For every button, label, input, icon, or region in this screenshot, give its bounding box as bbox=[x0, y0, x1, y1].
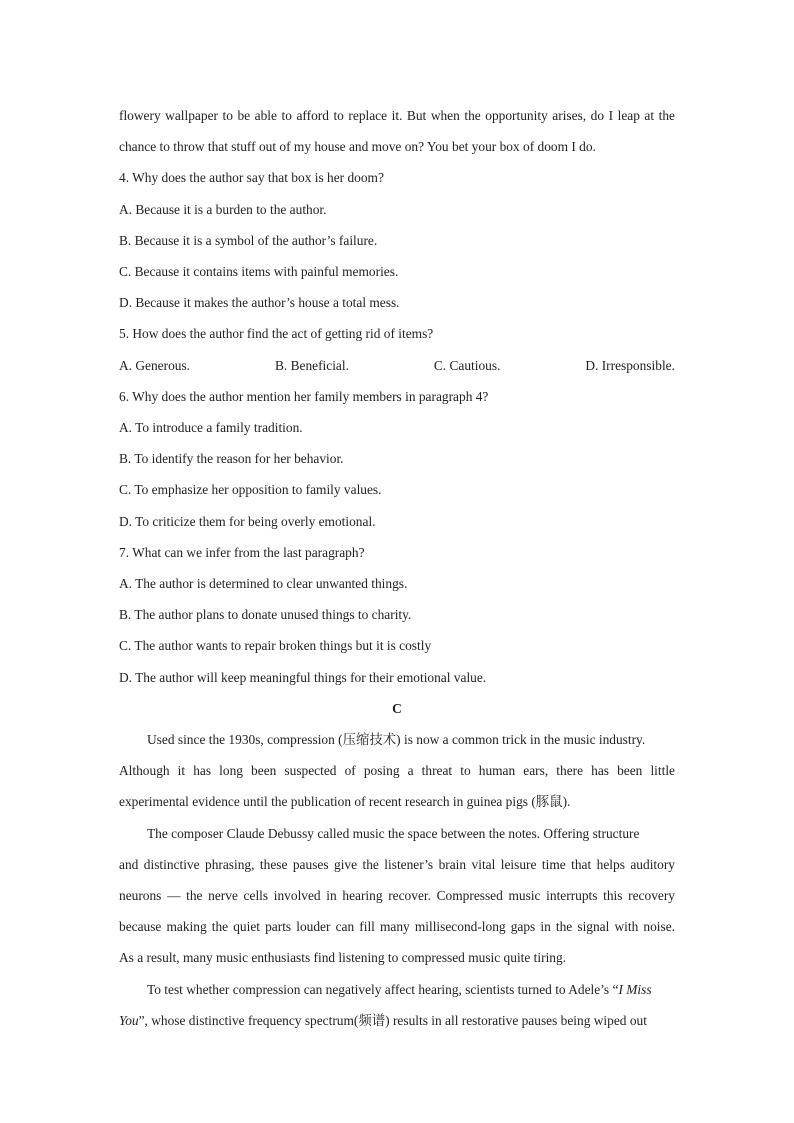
passage-p2-line-2: and distinctive phrasing, these pauses give the listener’s brain vital leisure time that helps auditory bbox=[119, 856, 675, 872]
question-4-stem: 4. Why does the author say that box is her doom? bbox=[119, 170, 384, 186]
passage-p1-line-1: Used since the 1930s, compression (压缩技术) is now a common trick in the music industry. bbox=[147, 732, 646, 748]
question-5-option-d: D. Irresponsible. bbox=[585, 357, 675, 373]
carryover-line-1: flowery wallpaper to be able to afford to replace it. But when the opportunity arises, do I leap at the bbox=[119, 108, 675, 123]
question-5-option-a: A. Generous. bbox=[119, 357, 191, 373]
passage-p3-line-1-text: To test whether compression can negatively affect hearing, scientists turned to Adele’s “ bbox=[147, 981, 619, 997]
question-6-option-b: B. To identify the reason for her behavior. bbox=[119, 451, 344, 467]
passage-p3-line-1 bbox=[119, 974, 675, 1005]
passage-p3-line-2-text: ”, whose distinctive frequency spectrum(频谱) results in all restorative pauses being wiped out bbox=[138, 1012, 647, 1028]
question-6-option-d: D. To criticize them for being overly emotional. bbox=[119, 513, 376, 529]
question-7-option-a: A. The author is determined to clear unwanted things. bbox=[119, 576, 408, 592]
question-4-option-d: D. Because it makes the author’s house a total mess. bbox=[119, 295, 400, 311]
passage-p2-line-1: The composer Claude Debussy called music the space between the notes. Offering structure bbox=[147, 825, 640, 841]
question-7-option-d: D. The author will keep meaningful things for their emotional value. bbox=[119, 669, 487, 685]
song-title-part-2: You bbox=[119, 1012, 139, 1028]
question-4-option-c: C. Because it contains items with painful memories. bbox=[119, 264, 399, 280]
question-7-option-b: B. The author plans to donate unused things to charity. bbox=[119, 607, 412, 623]
question-6-option-a: A. To introduce a family tradition. bbox=[119, 420, 303, 436]
question-6-option-c: C. To emphasize her opposition to family values. bbox=[119, 482, 382, 498]
question-5-stem: 5. How does the author find the act of getting rid of items? bbox=[119, 326, 434, 342]
question-5-options-row bbox=[119, 350, 675, 381]
question-5-option-b: B. Beneficial. bbox=[274, 357, 349, 373]
passage-p1-line-2: Although it has long been suspected of posing a threat to human ears, there has been little bbox=[119, 763, 675, 779]
passage-p2-line-4: because making the quiet parts louder can fill many millisecond-long gaps in the signal with noise. bbox=[119, 919, 675, 935]
question-7-stem: 7. What can we infer from the last paragraph? bbox=[119, 544, 365, 560]
song-title-part-1: I Miss bbox=[618, 981, 652, 997]
passage-p3-line-2 bbox=[119, 1005, 675, 1036]
carryover-line-2: chance to throw that stuff out of my house and move on? You bet your box of doom I do. bbox=[119, 139, 596, 155]
passage-p1-line-3: experimental evidence until the publication of recent research in guinea pigs (豚鼠). bbox=[119, 794, 571, 810]
passage-p2-line-3: neurons — the nerve cells involved in hearing recover. Compressed music interrupts this recovery bbox=[119, 888, 675, 904]
question-4-option-a: A. Because it is a burden to the author. bbox=[119, 201, 327, 217]
section-title: C bbox=[392, 700, 402, 716]
question-4-option-b: B. Because it is a symbol of the author’s failure. bbox=[119, 232, 378, 248]
question-5-option-c: C. Cautious. bbox=[433, 357, 501, 373]
question-7-option-c: C. The author wants to repair broken things but it is costly bbox=[119, 638, 432, 654]
passage-p2-line-5: As a result, many music enthusiasts find listening to compressed music quite tiring. bbox=[119, 950, 567, 966]
question-6-stem: 6. Why does the author mention her family members in paragraph 4? bbox=[119, 388, 489, 404]
document-page bbox=[119, 100, 675, 1036]
